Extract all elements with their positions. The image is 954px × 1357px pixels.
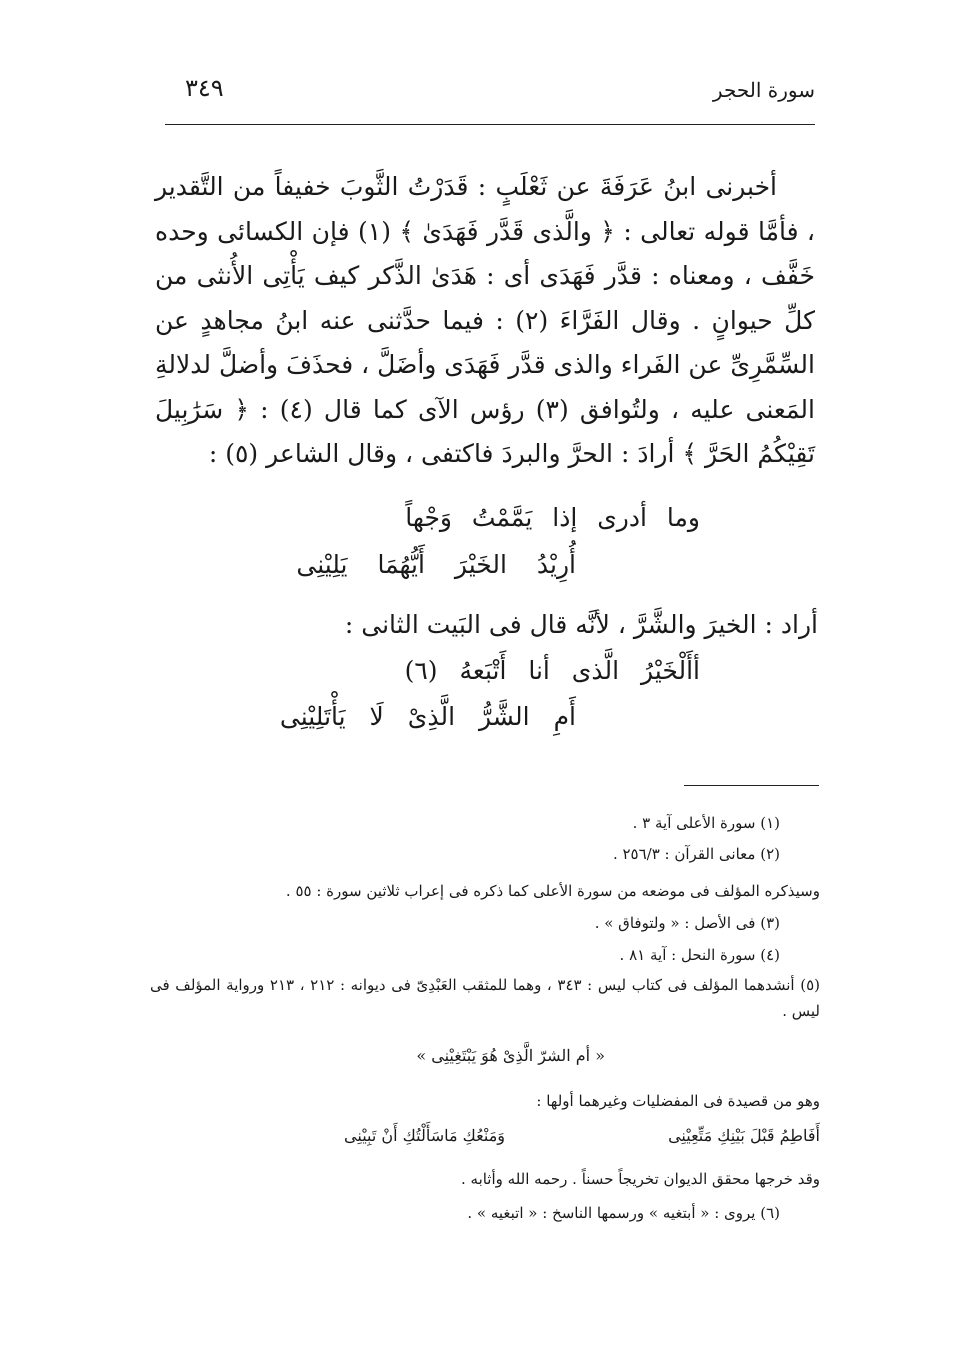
footnote-divider	[684, 785, 819, 786]
footnote-5-end: وقد خرجها محقق الديوان تخريجاً حسناً . رحمه الله وأثابه .	[460, 1170, 820, 1188]
footnote-5: (٥) أنشدهما المؤلف فى كتاب ليس : ٣٤٣ ، وهما للمثقب العَبْدِىّ فى ديوانه : ٢١٢ ، ٢١٣ ورواية المؤلف فى ليس .	[150, 976, 820, 1020]
footnote-1: (١) سورة الأعلى آية ٣ .	[632, 814, 780, 832]
footnote-5-hemistich-1: أَفَاطِمُ قَبْلَ بَيْنِكِ مَتِّعِيْنِى	[668, 1126, 820, 1145]
verse-1-first-hemistich: وما أدرى إذا يَمَّمْتُ وَجْهاً	[405, 503, 700, 532]
paragraph-text: أخبرنى ابنُ عَرَفَةَ عن ثَعْلَبٍ : قَدَرْتُ الثَّوبَ خفيفاً من التَّقدير ، فأمَّا قوله تعالى : ﴿ والَّذى قَدَّر فَهَدَىٰ ﴾ (١) فإن الكسائى وحده خَفَّف ، ومعناه : قدَّر فَهَدَى أى : هَدَىٰ الذَّكر كيف يَأْتِى الأُنثى من كلِّ حيوانٍ . وقال الفَرَّاءَ (٢) : فيما حدَّثنى عنه ابنُ مجاهدٍ عن السِّمَّرِىِّ عن الفَراء والذى قدَّر فَهَدَى وأضَلَّ ، فحذَفَ وأضلَّ لدلالةِ المَعنى عليه ، ولتُوافق (٣) رؤس الآى كما قال (٤) : ﴿ سَرَٰبِيلَ تَقِيْكُمُ الحَرَّ ﴾ أرادَ : الحرَّ والبردَ فاكتفى ، وقال الشاعر (٥) :	[154, 172, 816, 468]
footnote-2: (٢) معانى القرآن : ٢٥٦/٣ .	[612, 845, 780, 863]
header-divider	[165, 124, 815, 125]
page-number: ٣٤٩	[185, 74, 224, 102]
footnote-5-quoted-verse: « أم الشرّ الَّذِىْ هُوَ يَبْتَغِيْنِى »	[416, 1046, 605, 1065]
footnote-4: (٤) سورة النحل : آية ٨١ .	[619, 946, 780, 964]
verse-1-second-hemistich: أُرِيْدُ الخَيْرَ أَيُّهُمَا يَلِيْنِى	[296, 550, 576, 579]
footnote-3: (٣) فى الأصل : « ولتوفاق » .	[594, 914, 780, 932]
footnote-5-hemistich-2: وَمَنْعُكِ مَاسَأَلْتُكِ أَنْ تَبِيْنِى	[344, 1126, 505, 1145]
footnote-2-continuation: وسيذكره المؤلف فى موضعه من سورة الأعلى كما ذكره فى إعراب ثلاثين سورة : ٥٥ .	[285, 882, 820, 900]
verse-2-first-hemistich: أأَلْخَيْرُ الَّذى أنا أَتْبَعهُ (٦)	[404, 656, 700, 685]
page-header	[165, 72, 815, 112]
verse-2-second-hemistich: أَمِ الشَّرُّ الَّذِىْ لَا يَأْتَلِيْنِى	[279, 702, 576, 731]
explanation-line: أراد : الخيرَ والشَّرَّ ، لأنَّه قال فى البَيت الثانى :	[344, 610, 818, 639]
footnote-6: (٦) يروى : « أبتغيه » ورسمها الناسخ : « اتبغيه » .	[467, 1204, 780, 1222]
footnote-5-continuation: وهو من قصيدة فى المفضليات وغيرهما أولها :	[536, 1092, 820, 1110]
main-paragraph	[155, 165, 815, 477]
surah-title: سورة الحجر	[712, 78, 815, 102]
